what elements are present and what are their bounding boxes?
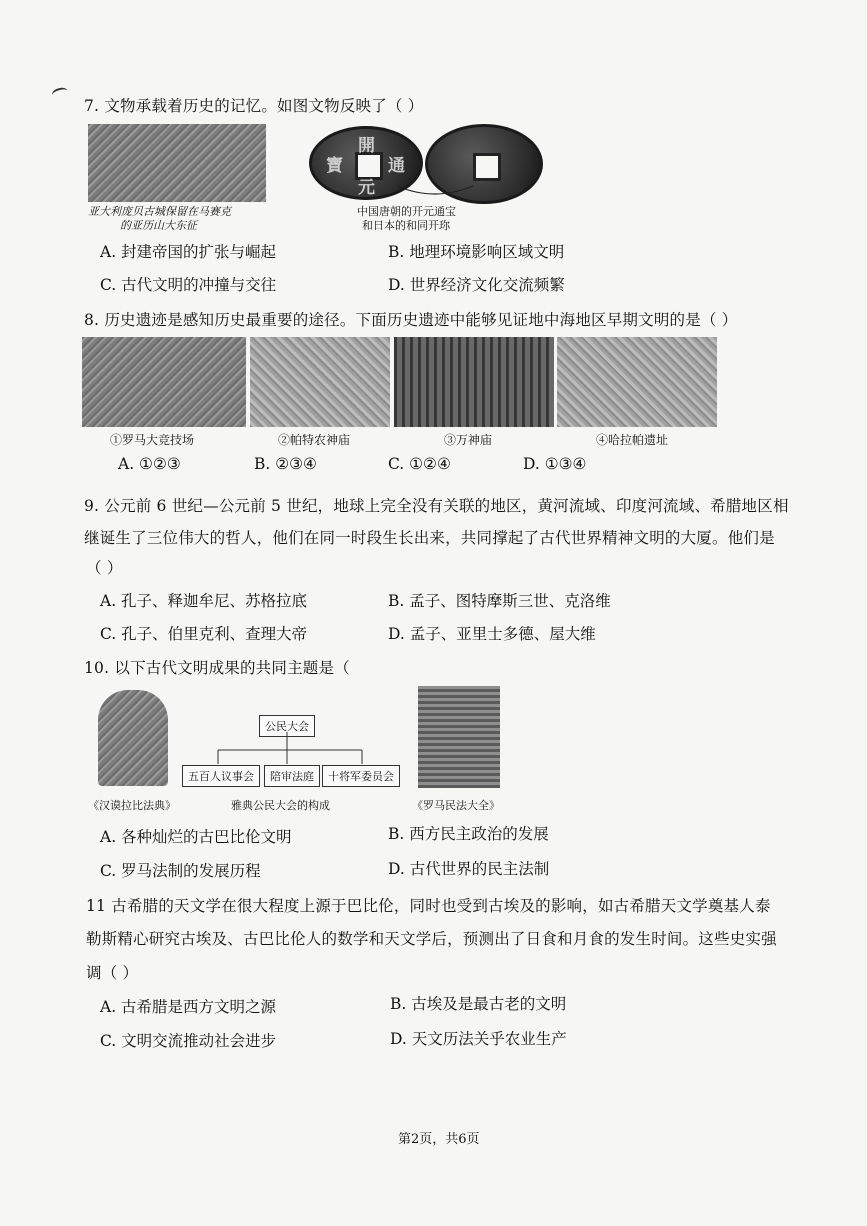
q8-option-c[interactable]: C. ①②④ xyxy=(388,455,451,473)
diagram-assembly-box: 公民大会 xyxy=(259,715,315,737)
coin-char: 寶 xyxy=(326,156,343,176)
diagram-council-box: 五百人议事会 xyxy=(182,765,260,787)
q7-caption-right-1: 中国唐朝的开元通宝 xyxy=(357,205,456,218)
q11-line-2: 勒斯精心研究古埃及、古巴比伦人的数学和天文学后，预测出了日食和月食的发生时间。这些史实强 xyxy=(86,930,777,948)
q7-option-a[interactable]: A. 封建帝国的扩张与崛起 xyxy=(100,243,277,261)
q8-pantheon-image xyxy=(394,337,554,427)
q7-caption-left-2: 的亚历山大东征 xyxy=(120,219,197,232)
q7-option-c[interactable]: C. 古代文明的冲撞与交往 xyxy=(100,276,277,294)
q9-option-a[interactable]: A. 孔子、释迦牟尼、苏格拉底 xyxy=(100,592,308,610)
q10-roman-law-book-image xyxy=(418,686,500,788)
q11-option-c[interactable]: C. 文明交流推动社会进步 xyxy=(100,1032,277,1050)
q8-option-b[interactable]: B. ②③④ xyxy=(254,455,317,473)
coin-connector-line xyxy=(395,182,475,202)
q8-harappa-image xyxy=(557,337,717,427)
q10-option-a[interactable]: A. 各种灿烂的古巴比伦文明 xyxy=(100,828,292,846)
q8-caption-2: ②帕特农神庙 xyxy=(278,433,351,447)
q9-line-3: （ ） xyxy=(86,559,123,577)
q10-option-d[interactable]: D. 古代世界的民主法制 xyxy=(388,860,550,878)
q9-option-b[interactable]: B. 孟子、图特摩斯三世、克洛维 xyxy=(388,592,611,610)
diagram-court-box: 陪审法庭 xyxy=(264,765,320,787)
q10-option-c[interactable]: C. 罗马法制的发展历程 xyxy=(100,862,261,880)
q10-caption-left: 《汉谟拉比法典》 xyxy=(88,799,176,812)
page-footer: 第2页，共6页 xyxy=(398,1132,480,1147)
q7-caption-right-2: 和日本的和同开珎 xyxy=(362,219,450,232)
q8-stem: 8. 历史遗迹是感知历史最重要的途径。下面历史遗迹中能够见证地中海地区早期文明的是（ ） xyxy=(84,311,738,329)
coin-char: 開 xyxy=(358,136,375,156)
q11-option-d[interactable]: D. 天文历法关乎农业生产 xyxy=(390,1030,567,1048)
q9-option-d[interactable]: D. 孟子、亚里士多德、屋大维 xyxy=(388,625,596,643)
q8-parthenon-image xyxy=(250,337,390,427)
q10-caption-right: 《罗马民法大全》 xyxy=(412,799,500,812)
q10-stem: 10. 以下古代文明成果的共同主题是（ xyxy=(84,659,350,677)
q7-caption-left-1: 亚大利庞贝古城保留在马赛克 xyxy=(88,205,231,218)
q8-option-a[interactable]: A. ①②③ xyxy=(118,455,181,473)
diagram-connector-lines xyxy=(180,730,420,770)
q9-line-2: 继诞生了三位伟大的哲人，他们在同一时段生长出来，共同撑起了古代世界精神文明的大厦。他们是 xyxy=(84,529,775,547)
q11-line-3: 调（ ） xyxy=(86,964,139,982)
q7-mosaic-image xyxy=(88,124,266,202)
q8-caption-4: ④哈拉帕遗址 xyxy=(596,433,669,447)
coin-char: 通 xyxy=(388,156,405,176)
q9-line-1: 9. 公元前 6 世纪—公元前 5 世纪，地球上完全没有关联的地区，黄河流域、印度河流域、希腊地区相 xyxy=(84,497,789,515)
q11-option-a[interactable]: A. 古希腊是西方文明之源 xyxy=(100,998,277,1016)
q8-caption-1: ①罗马大竞技场 xyxy=(110,433,195,447)
q10-caption-mid: 雅典公民大会的构成 xyxy=(231,799,330,812)
q7-option-d[interactable]: D. 世界经济文化交流频繁 xyxy=(388,276,565,294)
q7-option-b[interactable]: B. 地理环境影响区域文明 xyxy=(388,243,565,261)
q10-hammurabi-stele-image xyxy=(98,690,168,786)
q11-line-1: 11 古希腊的天文学在很大程度上源于巴比伦，同时也受到古埃及的影响，如古希腊天文学奠基人泰 xyxy=(86,897,771,915)
q9-option-c[interactable]: C. 孔子、伯里克利、查理大帝 xyxy=(100,625,308,643)
q10-option-b[interactable]: B. 西方民主政治的发展 xyxy=(388,825,549,843)
coin-char: 元 xyxy=(358,178,375,198)
q8-caption-3: ③万神庙 xyxy=(444,433,493,447)
margin-mark-icon xyxy=(51,86,69,100)
q8-colosseum-image xyxy=(82,337,246,427)
q8-option-d[interactable]: D. ①③④ xyxy=(523,455,587,473)
q7-stem: 7. 文物承载着历史的记忆。如图文物反映了（ ） xyxy=(84,97,424,115)
q11-option-b[interactable]: B. 古埃及是最古老的文明 xyxy=(390,995,567,1013)
diagram-generals-box: 十将军委员会 xyxy=(322,765,400,787)
